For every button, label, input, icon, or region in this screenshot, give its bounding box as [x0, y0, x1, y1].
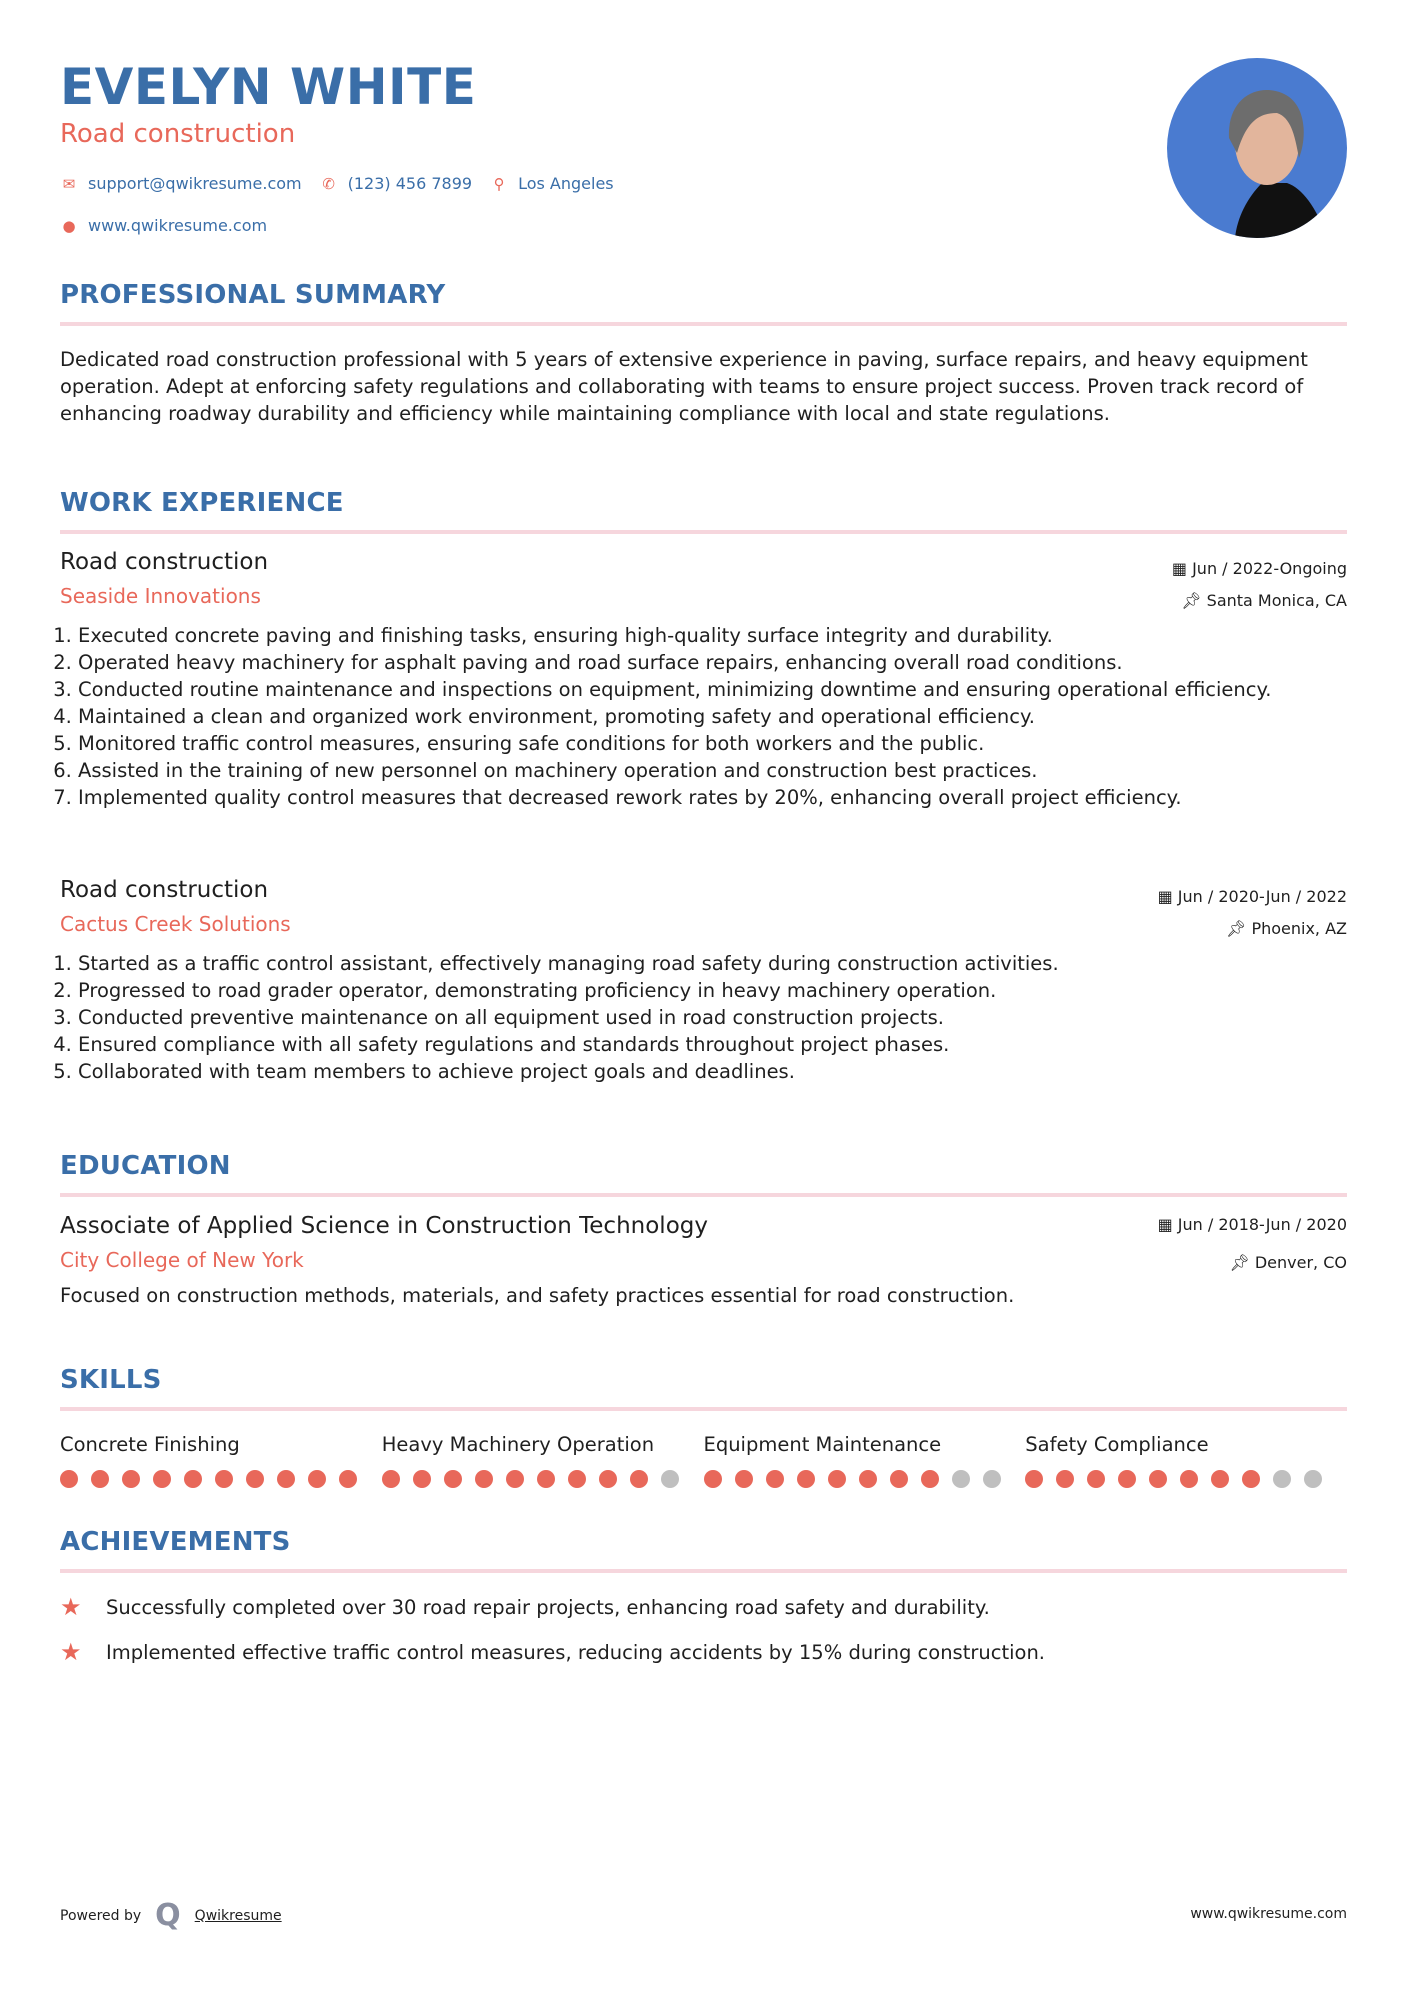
skill-item	[382, 1433, 704, 1488]
summary-section	[60, 280, 1347, 427]
company-name: Seaside Innovations	[60, 584, 261, 608]
rating-dot	[506, 1470, 524, 1488]
summary-text: Dedicated road construction professional with 5 years of extensive experience in paving, surface repairs, and heavy equipment operation. Adept at enforcing safety regulations and collaborating with teams to ensure project success. Proven track record of enhancing roadway durability and efficiency while maintaining compliance with local and state regulations.	[60, 348, 1308, 425]
duty-item: 2. Operated heavy machinery for asphalt paving and road surface repairs, enhancing overall road conditions.	[78, 649, 1347, 676]
section-heading: EDUCATION	[60, 1151, 231, 1181]
skill-name: Concrete Finishing	[60, 1433, 240, 1456]
duty-item: 1. Executed concrete paving and finishing tasks, ensuring high-quality surface integrity and durability.	[78, 622, 1347, 649]
duty-item: 4. Ensured compliance with all safety regulations and standards throughout project phases.	[78, 1031, 1347, 1058]
job-title: Road construction	[60, 549, 269, 575]
location-text: Los Angeles	[518, 174, 614, 193]
divider	[60, 530, 1347, 534]
globe-icon: ●	[62, 216, 76, 235]
divider	[60, 1193, 1347, 1197]
skill-item	[60, 1433, 382, 1488]
rating-dot	[277, 1470, 295, 1488]
duty-item: 5. Collaborated with team members to achieve project goals and deadlines.	[78, 1058, 1347, 1085]
skill-rating	[704, 1470, 1026, 1488]
duty-item: 5. Monitored traffic control measures, ensuring safe conditions for both workers and the public.	[78, 730, 1347, 757]
education-location: Denver, CO	[1254, 1253, 1347, 1272]
rating-dot	[1056, 1470, 1074, 1488]
rating-dot	[921, 1470, 939, 1488]
candidate-title: Road construction	[60, 119, 296, 149]
section-heading: PROFESSIONAL SUMMARY	[60, 280, 446, 310]
rating-dot	[661, 1470, 679, 1488]
job-duties	[60, 622, 1347, 811]
duty-item: 3. Conducted routine maintenance and inspections on equipment, minimizing downtime and ensuring operational efficiency.	[78, 676, 1347, 703]
phone-text: (123) 456 7899	[347, 174, 473, 193]
rating-dot	[215, 1470, 233, 1488]
company-name: Cactus Creek Solutions	[60, 912, 291, 936]
achievement-item	[60, 1638, 1347, 1666]
calendar-icon: ▦	[1157, 887, 1178, 906]
rating-dot	[475, 1470, 493, 1488]
duty-item: 1. Started as a traffic control assistant, effectively managing road safety during construction activities.	[78, 950, 1347, 977]
rating-dot	[890, 1470, 908, 1488]
work-section	[60, 488, 1347, 534]
rating-dot	[122, 1470, 140, 1488]
divider	[60, 322, 1347, 326]
rating-dot	[1180, 1470, 1198, 1488]
skill-name: Heavy Machinery Operation	[381, 1433, 655, 1456]
email-link[interactable]: support@qwikresume.com	[88, 174, 302, 193]
rating-dot	[537, 1470, 555, 1488]
rating-dot	[952, 1470, 970, 1488]
degree: Associate of Applied Science in Construction Technology	[60, 1213, 708, 1239]
rating-dot	[1149, 1470, 1167, 1488]
skill-name: Safety Compliance	[1025, 1433, 1209, 1456]
rating-dot	[859, 1470, 877, 1488]
rating-dot	[1211, 1470, 1229, 1488]
skill-name: Equipment Maintenance	[703, 1433, 942, 1456]
rating-dot	[1304, 1470, 1322, 1488]
rating-dot	[339, 1470, 357, 1488]
skill-rating	[1025, 1470, 1347, 1488]
rating-dot	[1273, 1470, 1291, 1488]
candidate-name: EVELYN WHITE	[60, 58, 477, 116]
rating-dot	[797, 1470, 815, 1488]
star-icon: ★	[60, 1593, 82, 1621]
rating-dot	[1242, 1470, 1260, 1488]
job-date: Jun / 2022-Ongoing	[1192, 559, 1347, 578]
duty-item: 3. Conducted preventive maintenance on all equipment used in road construction projects.	[78, 1004, 1347, 1031]
school-name: City College of New York	[60, 1248, 304, 1272]
education-date: Jun / 2018-Jun / 2020	[1177, 1215, 1347, 1234]
website-link[interactable]: www.qwikresume.com	[88, 216, 268, 235]
rating-dot	[382, 1470, 400, 1488]
rating-dot	[630, 1470, 648, 1488]
calendar-icon: ▦	[1157, 1215, 1178, 1234]
skill-rating	[60, 1470, 382, 1488]
achievements-section	[60, 1527, 1347, 1683]
rating-dot	[153, 1470, 171, 1488]
skill-rating	[382, 1470, 704, 1488]
job-location: Santa Monica, CA	[1206, 591, 1347, 610]
divider	[60, 1569, 1347, 1573]
rating-dot	[599, 1470, 617, 1488]
rating-dot	[766, 1470, 784, 1488]
section-heading: ACHIEVEMENTS	[60, 1527, 291, 1557]
education-entry	[60, 1213, 1347, 1309]
job-entry	[60, 877, 1347, 1085]
rating-dot	[413, 1470, 431, 1488]
rating-dot	[568, 1470, 586, 1488]
rating-dot	[60, 1470, 78, 1488]
profile-photo	[1167, 58, 1347, 238]
achievement-text: Implemented effective traffic control measures, reducing accidents by 15% during construction.	[106, 1640, 1046, 1664]
footer-website[interactable]: www.qwikresume.com	[1190, 1906, 1347, 1922]
pin-icon: 📌︎	[1229, 1253, 1255, 1272]
brand-link[interactable]: Qwikresume	[194, 1907, 282, 1924]
rating-dot	[983, 1470, 1001, 1488]
divider	[60, 1407, 1347, 1411]
achievement-item	[60, 1593, 1347, 1621]
job-date: Jun / 2020-Jun / 2022	[1177, 887, 1347, 906]
powered-by-label: Powered by	[60, 1907, 142, 1924]
skills-section	[60, 1365, 1347, 1488]
star-icon: ★	[60, 1638, 82, 1666]
education-description: Focused on construction methods, materials, and safety practices essential for road construction.	[60, 1284, 1015, 1307]
qwikresume-logo-icon: Q	[155, 1898, 181, 1933]
duty-item: 2. Progressed to road grader operator, demonstrating proficiency in heavy machinery operation.	[78, 977, 1347, 1004]
job-entry	[60, 549, 1347, 811]
rating-dot	[246, 1470, 264, 1488]
rating-dot	[444, 1470, 462, 1488]
rating-dot	[1118, 1470, 1136, 1488]
rating-dot	[308, 1470, 326, 1488]
rating-dot	[828, 1470, 846, 1488]
rating-dot	[1025, 1470, 1043, 1488]
duty-item: 6. Assisted in the training of new personnel on machinery operation and construction best practices.	[78, 757, 1347, 784]
footer-powered	[60, 1898, 282, 1933]
skill-item	[1025, 1433, 1347, 1488]
pin-icon: 📌︎	[1181, 591, 1207, 610]
rating-dot	[735, 1470, 753, 1488]
pin-icon: 📌︎	[1226, 919, 1252, 938]
rating-dot	[1087, 1470, 1105, 1488]
rating-dot	[704, 1470, 722, 1488]
skill-item	[704, 1433, 1026, 1488]
rating-dot	[184, 1470, 202, 1488]
job-duties	[60, 950, 1347, 1085]
section-heading: WORK EXPERIENCE	[60, 488, 344, 518]
phone-icon: ✆	[322, 174, 335, 193]
job-location: Phoenix, AZ	[1251, 919, 1347, 938]
duty-item: 7. Implemented quality control measures that decreased rework rates by 20%, enhancing overall project efficiency.	[78, 784, 1347, 811]
envelope-icon: ✉	[62, 174, 76, 193]
education-section	[60, 1151, 1347, 1197]
location-pin-icon: ⚲	[493, 174, 505, 193]
section-heading: SKILLS	[60, 1365, 162, 1395]
achievement-text: Successfully completed over 30 road repair projects, enhancing road safety and durability.	[106, 1595, 990, 1619]
duty-item: 4. Maintained a clean and organized work environment, promoting safety and operational efficiency.	[78, 703, 1347, 730]
job-title: Road construction	[60, 877, 269, 903]
rating-dot	[91, 1470, 109, 1488]
calendar-icon: ▦	[1171, 559, 1193, 578]
